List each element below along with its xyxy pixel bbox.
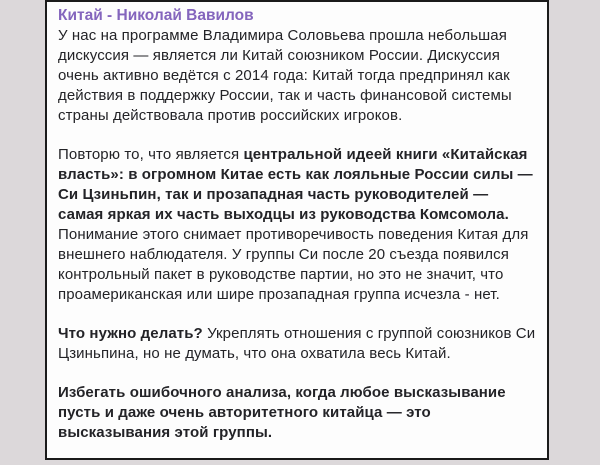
post-body	[58, 26, 537, 443]
text-run: У нас на программе Владимира Соловьева прошла небольшая дискуссия — является ли Китай союзником России. Дискуссия очень активно ведётся с 2014 года: Китай тогда предпринял как действия в поддержку России, так и часть финансовой системы страны действовала против российских игроков.	[58, 27, 512, 124]
paragraph	[58, 145, 537, 305]
bold-text-run: центральной идеей книги «Китайская власть»: в огромном Китае есть как лояльные России силы — Си Цзиньпин, так и прозападная часть руководителей — самая яркая их часть выходцы из руководства Комсомола.	[58, 146, 533, 223]
text-run: Повторю то, что является	[58, 146, 244, 163]
bold-text-run: Что нужно делать?	[58, 325, 203, 342]
bold-text-run: Избегать ошибочного анализа, когда любое высказывание пусть и даже очень авторитетного китайца — это высказывания этой группы.	[58, 384, 506, 441]
post-card	[45, 0, 549, 460]
text-run: Укреплять отношения с группой союзников Си Цзиньпина, но не думать, что она охватила весь Китай.	[58, 325, 536, 362]
text-run: Понимание этого снимает противоречивость поведения Китая для внешнего наблюдателя. У группы Си после 20 съезда появился контрольный пакет в руководстве партии, но это не значит, что проамериканская или шире прозападная группа исчезла - нет.	[58, 226, 529, 303]
channel-title[interactable]: Китай - Николай Вавилов	[58, 7, 254, 24]
paragraph	[58, 324, 537, 364]
paragraph	[58, 26, 537, 126]
paragraph	[58, 383, 537, 443]
